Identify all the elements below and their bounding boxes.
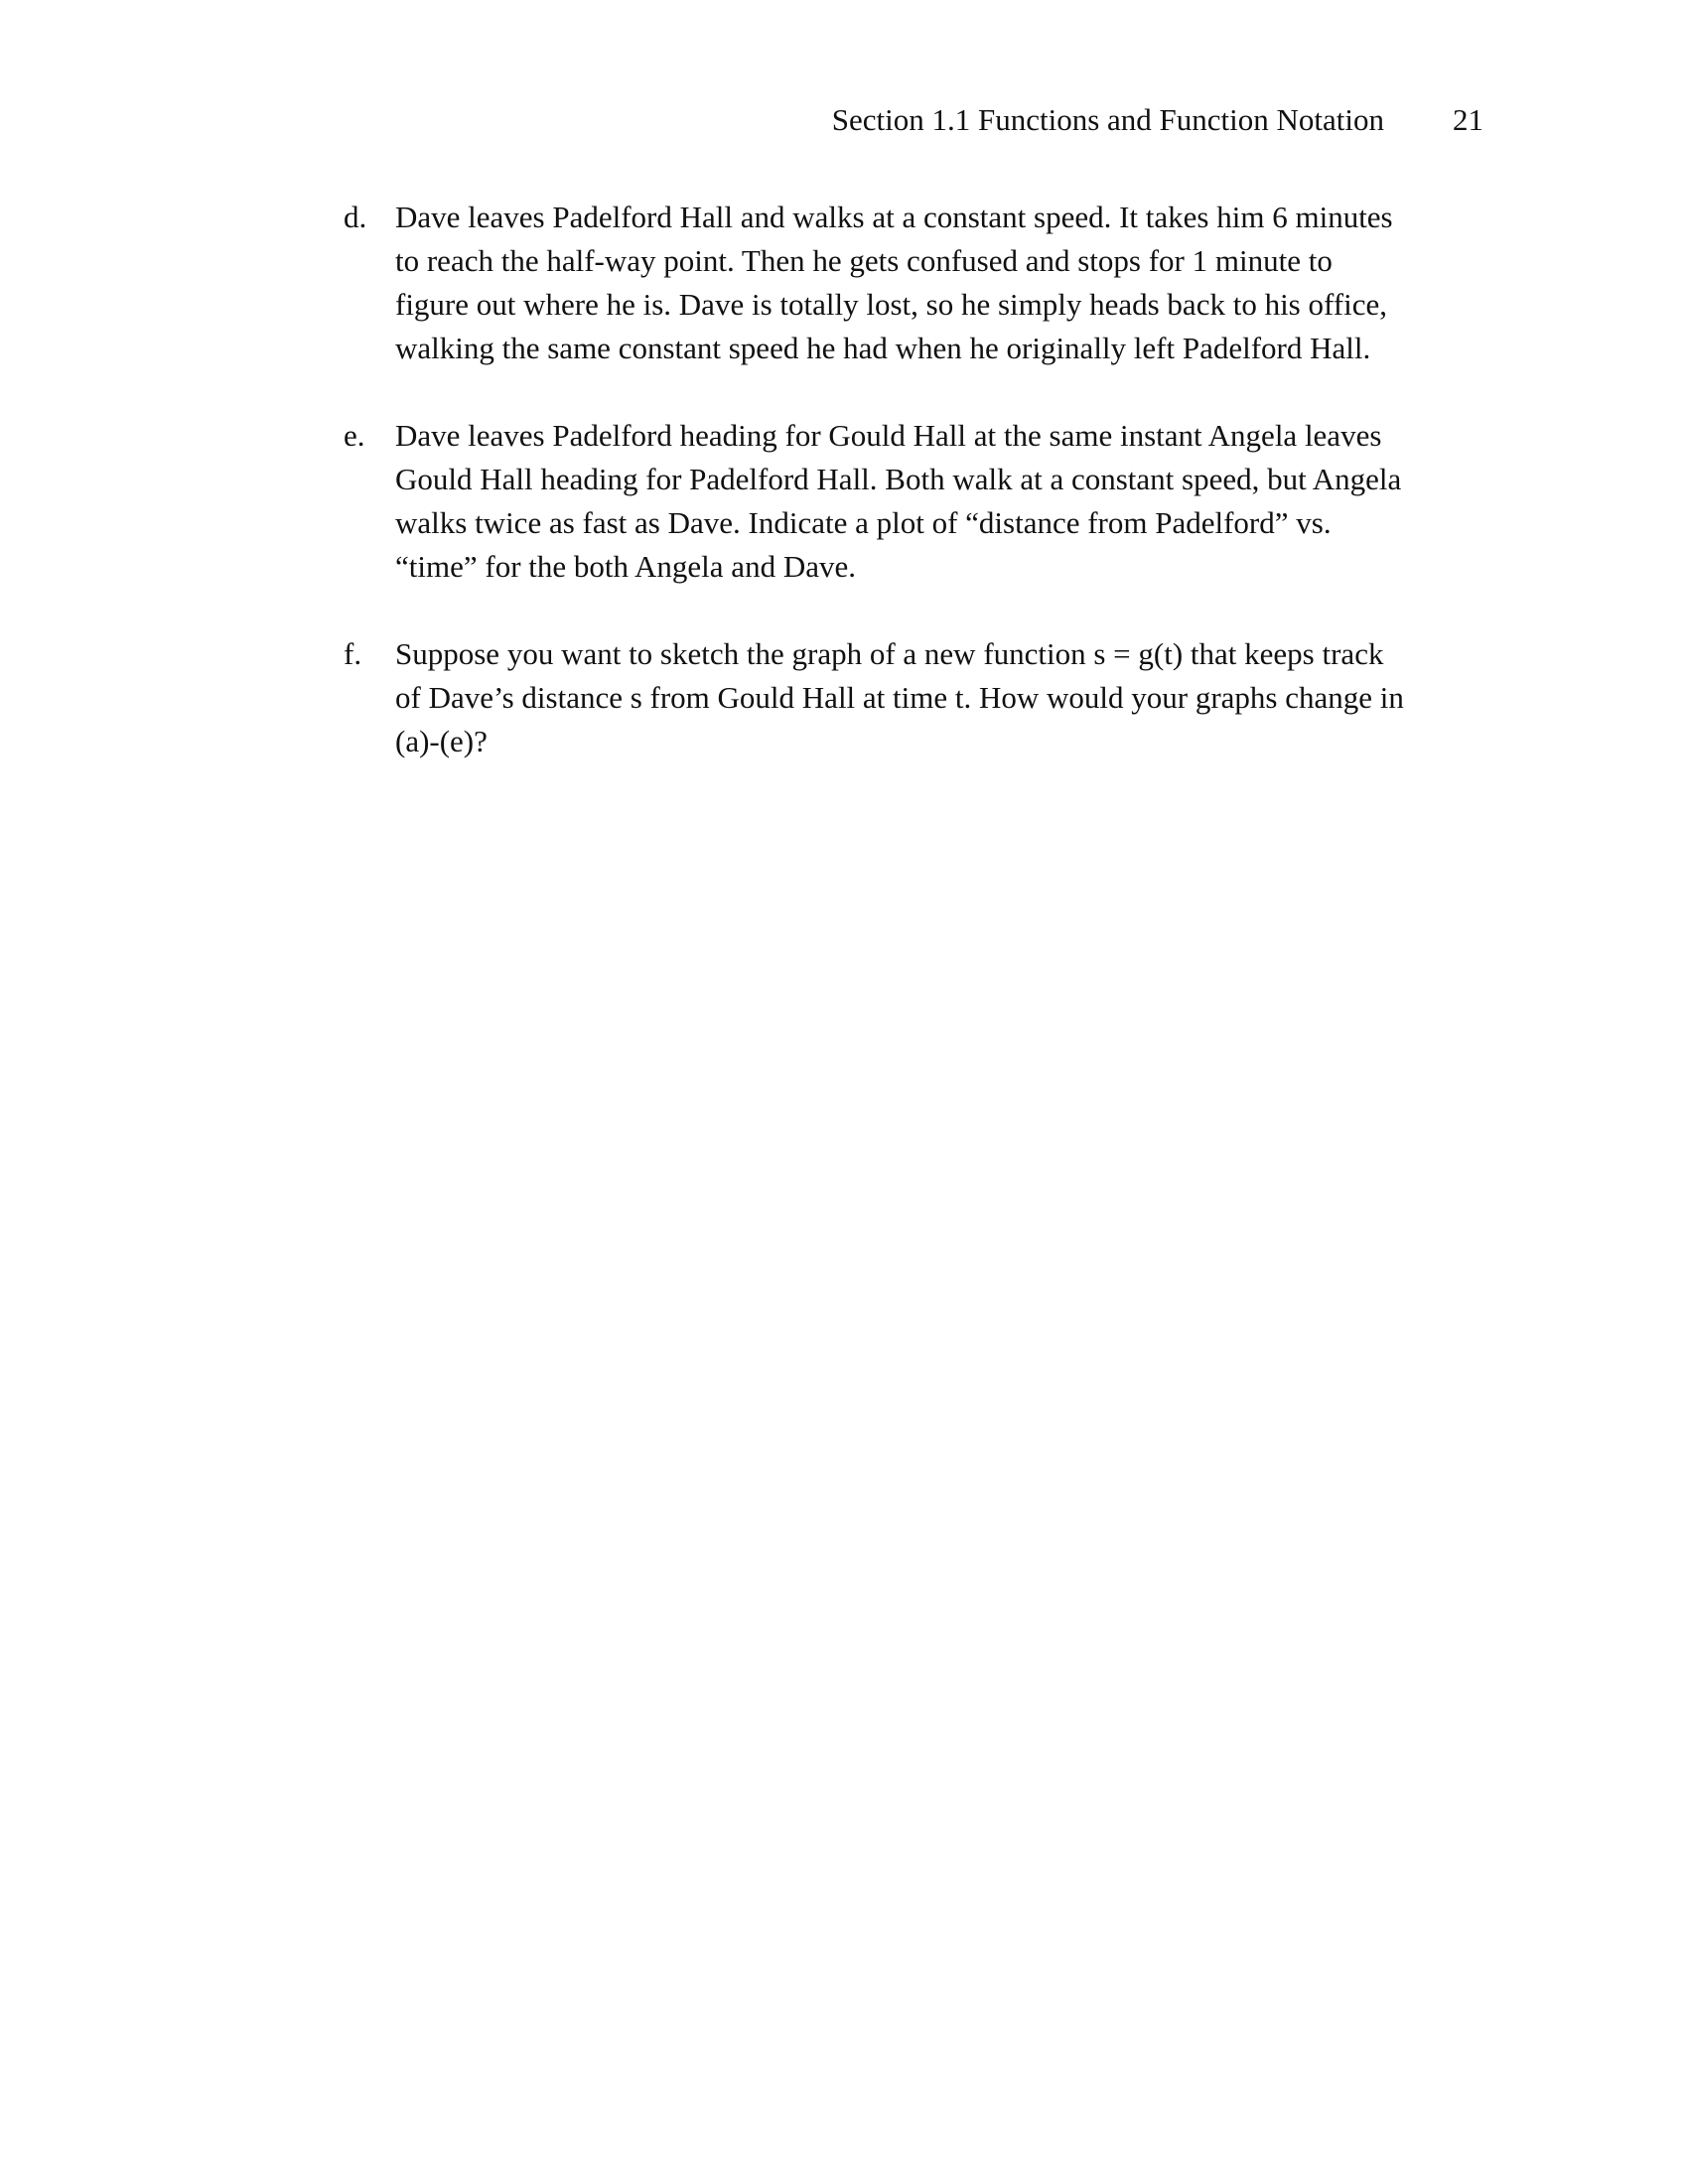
problem-text-line: Gould Hall heading for Padelford Hall. Both walk at a constant speed, but Angela bbox=[395, 462, 1402, 496]
problem-text-line: walks twice as fast as Dave. Indicate a plot of “distance from Padelford” vs. bbox=[395, 505, 1332, 540]
problem-text-line: Suppose you want to sketch the graph of a new function s = g(t) that keeps track bbox=[395, 636, 1384, 671]
problem-letter: e. bbox=[344, 418, 365, 453]
problem-e bbox=[344, 414, 1485, 589]
page-number: 21 bbox=[1453, 102, 1483, 137]
problem-text-line: of Dave’s distance s from Gould Hall at time t. How would your graphs change in bbox=[395, 680, 1404, 715]
section-title: Section 1.1 Functions and Function Notation bbox=[831, 102, 1384, 137]
problem-list bbox=[344, 196, 1485, 807]
problem-text-line: Dave leaves Padelford Hall and walks at a constant speed. It takes him 6 minutes bbox=[395, 200, 1393, 234]
problem-text-line: walking the same constant speed he had when he originally left Padelford Hall. bbox=[395, 331, 1371, 365]
problem-letter: f. bbox=[344, 636, 362, 671]
problem-letter: d. bbox=[344, 200, 367, 234]
problem-text-line: Dave leaves Padelford heading for Gould Hall at the same instant Angela leaves bbox=[395, 418, 1382, 453]
problem-text-line: (a)-(e)? bbox=[395, 724, 488, 758]
problem-text-line: “time” for the both Angela and Dave. bbox=[395, 549, 856, 584]
problem-text-line: to reach the half-way point. Then he gets confused and stops for 1 minute to bbox=[395, 243, 1333, 278]
problem-text-line: figure out where he is. Dave is totally lost, so he simply heads back to his office, bbox=[395, 287, 1387, 322]
problem-f bbox=[344, 632, 1485, 763]
page-header bbox=[0, 96, 1688, 144]
problem-d bbox=[344, 196, 1485, 370]
